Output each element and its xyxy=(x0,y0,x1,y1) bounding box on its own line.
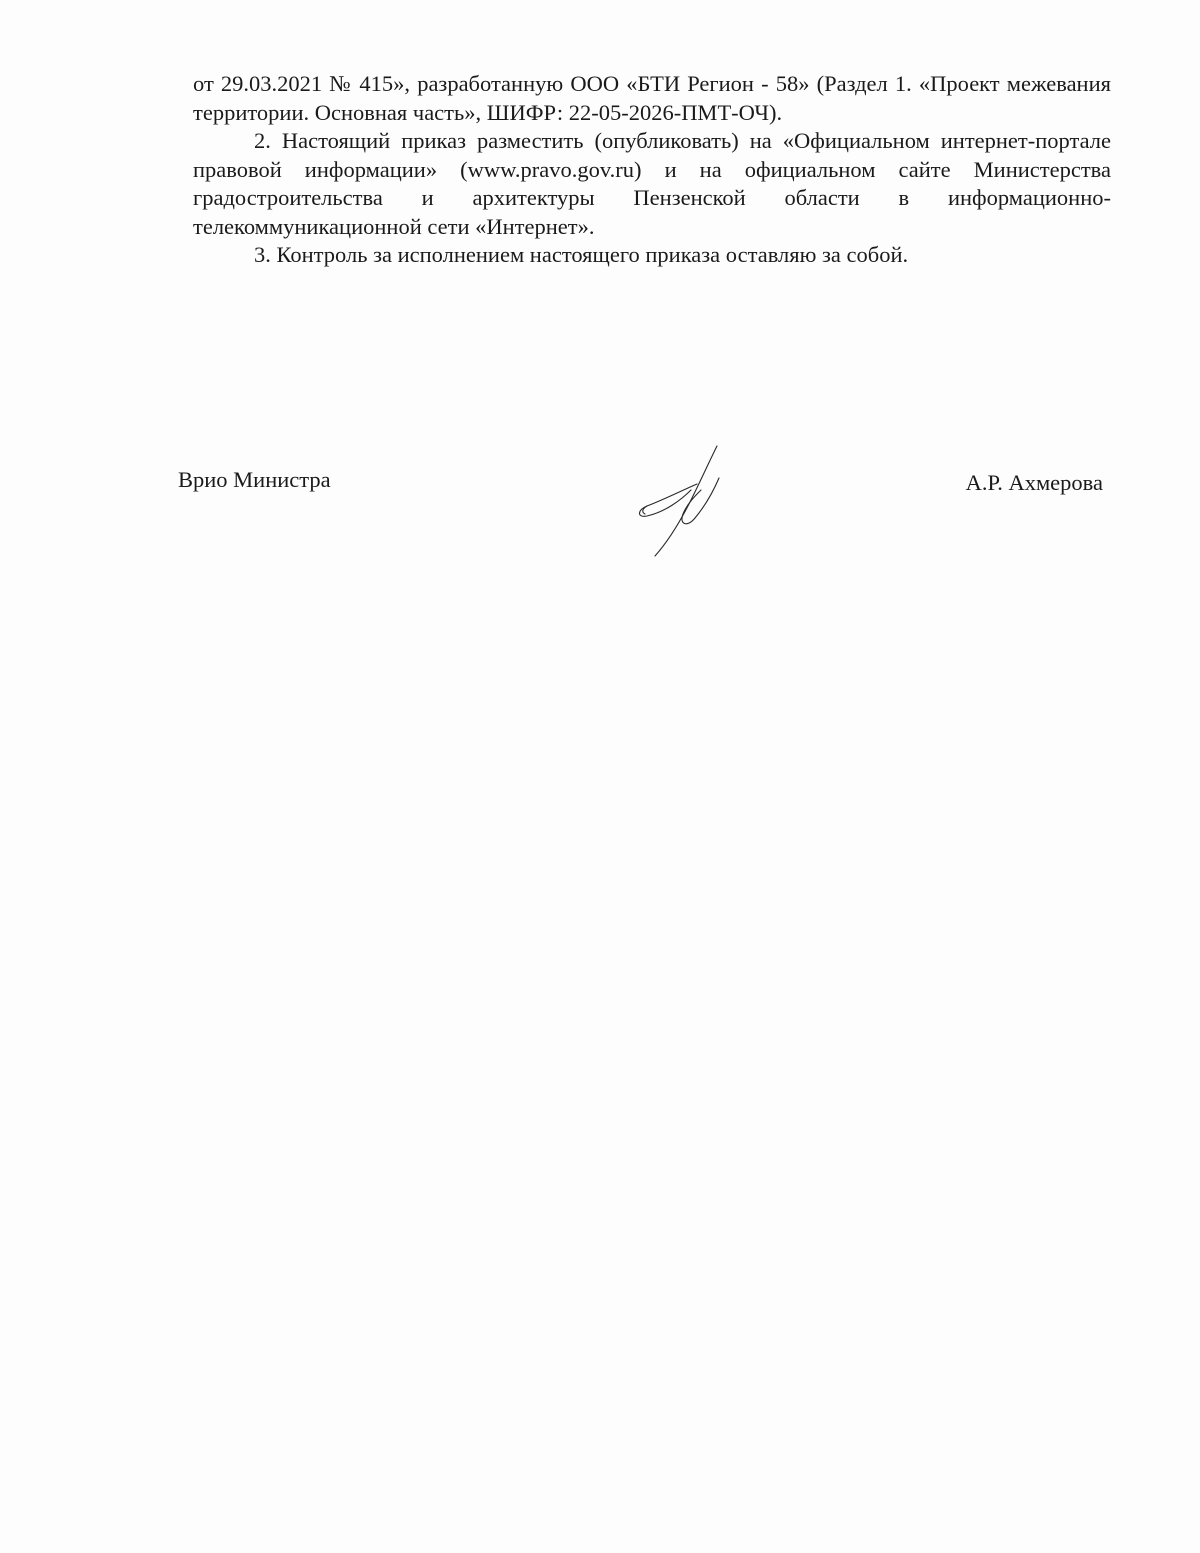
signer-name: А.Р. Ахмерова xyxy=(965,470,1103,495)
handwritten-signature-icon xyxy=(625,440,735,560)
document-body xyxy=(193,70,1111,270)
paragraph-control: 3. Контроль за исполнением настоящего приказа оставляю за собой. xyxy=(254,242,909,267)
paragraph-continuation: от 29.03.2021 № 415», разработанную ООО «БТИ Регион - 58» (Раздел 1. «Проект межевания территории. Основная часть», ШИФР: 22-05-2026-ПМТ-ОЧ). xyxy=(193,71,1111,125)
signer-position-title: Врио Министра xyxy=(178,467,331,492)
paragraph-publication: 2. Настоящий приказ разместить (опубликовать) на «Официальном интернет-портале правовой информации» (www.pravo.gov.ru) и на официальном сайте Министерства градостроительства и архитектуры Пензенской области в информационно-телекоммуникационной сети «Интернет». xyxy=(193,128,1111,239)
